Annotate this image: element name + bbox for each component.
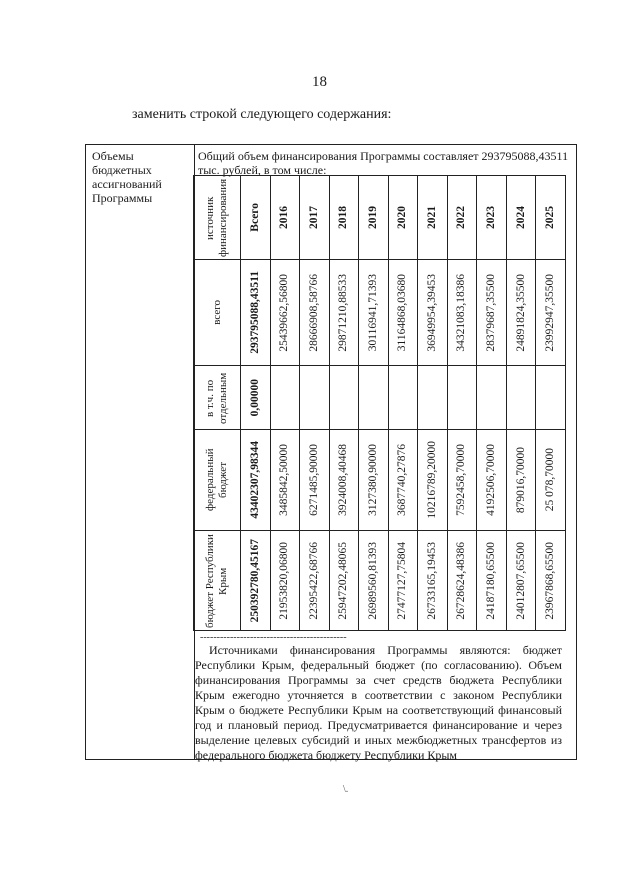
cell-value: 31164868,03680 (396, 273, 409, 352)
sources-paragraph: Источниками финансирования Программы являются: бюджет Республики Крым, федеральный бюджет (по согласованию). Объем финансирования Программы за счет средств бюджета Республики Крым ежегодно уточняется в соответствии с законом Республики Крым о бюджете Республики Крым на соответствующий финансовый год и плановый период. Предусматривается финансирование и через выделение целевых субсидий и иных межбюджетных трансфертов из федерального бюджета бюджету Республики Крым (195, 643, 562, 762)
table-cell-year (536, 176, 566, 260)
cell-value: 43402307,98344 (248, 441, 261, 519)
cell-value: 6271485,90000 (307, 444, 320, 516)
table-cell-federal (418, 430, 448, 531)
table-cell-federal (388, 430, 418, 531)
table-cell-republic (506, 531, 536, 631)
cell-value: 26733165,19453 (425, 541, 438, 620)
separator-dashes: -------------------------------------------- (200, 632, 347, 643)
cell-value: 2019 (366, 206, 379, 229)
label-line: Программы (92, 191, 153, 205)
table-cell-federal (506, 430, 536, 531)
intro-text: заменить строкой следующего содержания: (132, 107, 392, 122)
header-republic-text: бюджет Республики Крым (204, 533, 229, 628)
cell-value: 24891824,35500 (514, 273, 527, 352)
table-cell-total (388, 260, 418, 366)
table-cell-year (418, 176, 448, 260)
table-cell-federal (329, 430, 359, 531)
cell-value: 36949954,39453 (425, 273, 438, 352)
cell-value: 2016 (278, 206, 291, 229)
cell-value: 10216789,20000 (425, 441, 438, 519)
header-cell-federal (194, 430, 241, 531)
table-cell-republic (447, 531, 477, 631)
cell-value: 2024 (514, 206, 527, 229)
label-line: бюджетных (92, 163, 152, 177)
table-cell-total (270, 260, 300, 366)
cell-value: 26989560,81393 (366, 541, 379, 620)
cell-value: 21953820,06800 (278, 541, 291, 620)
table-cell-republic (536, 531, 566, 631)
table-cell-year (506, 176, 536, 260)
cell-value: 25 078,70000 (544, 448, 557, 512)
table-cell-republic (418, 531, 448, 631)
header-cell-separate (194, 366, 241, 430)
header-cell-total (194, 260, 241, 366)
table-cell-year (300, 176, 330, 260)
table-cell-federal (270, 430, 300, 531)
cell-value: 24187180,65500 (485, 541, 498, 620)
table-cell-separate (536, 366, 566, 430)
table-cell-total (329, 260, 359, 366)
header-separate-text: в т.ч. по отдельным (204, 371, 229, 424)
table-cell-republic (388, 531, 418, 631)
table-cell-federal (447, 430, 477, 531)
table-cell-year (270, 176, 300, 260)
table-cell-republic (270, 531, 300, 631)
table-cell-federal (359, 430, 389, 531)
header-total-text: всего (210, 300, 223, 325)
cell-value: 24012807,65500 (514, 541, 527, 620)
page-number: 18 (312, 74, 327, 90)
table-cell-year (447, 176, 477, 260)
table-cell-total (536, 260, 566, 366)
cell-value: 3485842,50000 (278, 444, 291, 516)
table-cell-year (329, 176, 359, 260)
table-cell-total (447, 260, 477, 366)
cell-value: 26728624,48386 (455, 541, 468, 620)
table-cell-republic (329, 531, 359, 631)
table-row-year (194, 176, 566, 260)
table-cell-separate (270, 366, 300, 430)
table-cell-total (477, 260, 507, 366)
table-cell-separate (477, 366, 507, 430)
cell-value: 34321083,18386 (455, 273, 468, 352)
cell-value: 3687740,27876 (396, 444, 409, 516)
table-cell-year (359, 176, 389, 260)
table-cell-republic (300, 531, 330, 631)
table-cell-federal (536, 430, 566, 531)
table-cell-year (241, 176, 271, 260)
cell-value: 879016,70000 (514, 446, 527, 514)
table-cell-republic (477, 531, 507, 631)
cell-value: 2023 (485, 206, 498, 229)
cell-value: 30116941,71393 (366, 273, 379, 352)
table-cell-federal (300, 430, 330, 531)
table-cell-total (418, 260, 448, 366)
table-cell-federal (477, 430, 507, 531)
table-row-total (194, 260, 566, 366)
table-cell-total (300, 260, 330, 366)
label-cell (92, 149, 190, 205)
summary-text: Общий объем финансирования Программы составляет 293795088,43511 тыс. рублей, в том числе: (198, 149, 569, 177)
cell-value: 23967868,65500 (544, 541, 557, 620)
cell-value: 22395422,68766 (307, 541, 320, 620)
cell-value: 250392780,45167 (248, 538, 261, 623)
cell-value: 2017 (307, 206, 320, 229)
table-cell-separate (359, 366, 389, 430)
table-cell-separate (300, 366, 330, 430)
table-row-republic (194, 531, 566, 631)
table-cell-separate (447, 366, 477, 430)
cell-value: 293795088,43511 (248, 271, 261, 354)
table-cell-total (359, 260, 389, 366)
cell-value: 2018 (337, 206, 350, 229)
header-cell-republic (194, 531, 241, 631)
cell-value: 4192506,70000 (485, 444, 498, 516)
table-cell-separate (241, 366, 271, 430)
cell-value: 7592458,70000 (455, 444, 468, 516)
header-federal-text: федеральный бюджет (204, 448, 229, 512)
table-cell-separate (506, 366, 536, 430)
cell-value: 27477127,75804 (396, 541, 409, 620)
cell-value: 28666908,58766 (307, 273, 320, 352)
cell-value: 2021 (425, 206, 438, 229)
stray-mark: \. (343, 784, 349, 795)
cell-value: 2025 (544, 206, 557, 229)
table-row-federal (194, 430, 566, 531)
table-cell-republic (241, 531, 271, 631)
cell-value: 3127380,90000 (366, 444, 379, 516)
table-cell-total (241, 260, 271, 366)
cell-value: 28379687,35500 (485, 273, 498, 352)
table-cell-total (506, 260, 536, 366)
table-cell-separate (329, 366, 359, 430)
header-source-text: источник финансирования (204, 178, 229, 257)
cell-value: 25947202,48065 (337, 541, 350, 620)
table-cell-republic (359, 531, 389, 631)
cell-value: 2020 (396, 206, 409, 229)
table-cell-separate (388, 366, 418, 430)
cell-value: 0,00000 (248, 378, 261, 417)
table-cell-federal (241, 430, 271, 531)
cell-value: 29871210,88533 (337, 273, 350, 352)
table-cell-year (477, 176, 507, 260)
label-line: Объемы (92, 149, 134, 163)
cell-value: 2022 (455, 206, 468, 229)
header-cell-source (194, 176, 241, 260)
cell-value: 23992947,35500 (544, 273, 557, 352)
financing-table (193, 175, 566, 630)
table-cell-separate (418, 366, 448, 430)
cell-value: Всего (248, 203, 261, 232)
label-line: ассигнований (92, 177, 162, 191)
cell-value: 3924008,40468 (337, 444, 350, 516)
table-row-separate (194, 366, 566, 430)
cell-value: 25439662,56800 (278, 273, 291, 352)
table-cell-year (388, 176, 418, 260)
